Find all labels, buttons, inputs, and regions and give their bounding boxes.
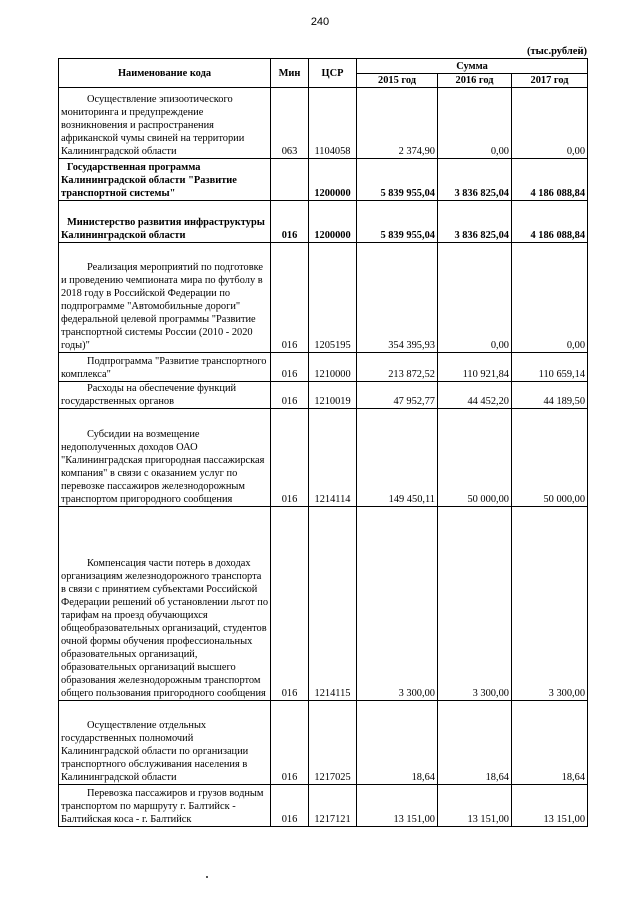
row-min: 016 xyxy=(271,243,309,353)
header-2016: 2016 год xyxy=(438,74,512,88)
row-2016: 50 000,00 xyxy=(438,409,512,507)
row-2017: 3 300,00 xyxy=(512,507,588,701)
row-name: Расходы на обеспечение функций государственных органов xyxy=(59,382,271,409)
row-min: 016 xyxy=(271,409,309,507)
table-row xyxy=(59,507,588,701)
row-csr: 1205195 xyxy=(309,243,357,353)
row-csr: 1214115 xyxy=(309,507,357,701)
header-sum: Сумма xyxy=(357,59,588,74)
row-2017: 110 659,14 xyxy=(512,353,588,382)
table-row xyxy=(59,785,588,827)
table-body xyxy=(59,88,588,827)
row-min: 016 xyxy=(271,701,309,785)
row-min: 016 xyxy=(271,201,309,243)
row-2017: 13 151,00 xyxy=(512,785,588,827)
row-2015: 149 450,11 xyxy=(357,409,438,507)
header-row xyxy=(59,59,588,74)
row-2016: 110 921,84 xyxy=(438,353,512,382)
table-row xyxy=(59,701,588,785)
row-name: Субсидии на возмещение недополученных доходов ОАО "Калининградская пригородная пассажирская компания" в связи с оказанием услуг по перевозке пассажиров железнодорожным транспортом пригородного сообщения xyxy=(59,409,271,507)
row-min: 016 xyxy=(271,507,309,701)
table-row xyxy=(59,88,588,159)
table-row xyxy=(59,353,588,382)
row-name: Компенсация части потерь в доходах организациям железнодорожного транспорта в связи с принятием субъектами Российской Федерации решений об установлении льгот по тарифам на проезд обучающихся общеобразовательных организаций, студентов очной формы обучения профессиональных образовательных организаций, образовательных организаций высшего образования железнодорожным транспортом общего пользования пригородного сообщения xyxy=(59,507,271,701)
row-min: 016 xyxy=(271,785,309,827)
speck xyxy=(206,876,208,878)
row-2016: 3 836 825,04 xyxy=(438,159,512,201)
row-csr: 1200000 xyxy=(309,159,357,201)
row-2017: 0,00 xyxy=(512,88,588,159)
header-min: Мин xyxy=(271,59,309,88)
page-number: 240 xyxy=(310,16,330,28)
row-name: Министерство развития инфраструктуры Калининградской области xyxy=(59,201,271,243)
row-min xyxy=(271,159,309,201)
row-csr: 1217121 xyxy=(309,785,357,827)
row-2016: 18,64 xyxy=(438,701,512,785)
row-min: 016 xyxy=(271,382,309,409)
table-row xyxy=(59,409,588,507)
row-2015: 213 872,52 xyxy=(357,353,438,382)
row-2017: 50 000,00 xyxy=(512,409,588,507)
row-2016: 0,00 xyxy=(438,88,512,159)
header-2015: 2015 год xyxy=(357,74,438,88)
row-2016: 0,00 xyxy=(438,243,512,353)
row-2017: 18,64 xyxy=(512,701,588,785)
units-label: (тыс.рублей) xyxy=(526,46,587,57)
table-row xyxy=(59,159,588,201)
row-2015: 2 374,90 xyxy=(357,88,438,159)
row-name: Подпрограмма "Развитие транспортного комплекса" xyxy=(59,353,271,382)
row-2017: 44 189,50 xyxy=(512,382,588,409)
row-2015: 47 952,77 xyxy=(357,382,438,409)
row-2017: 0,00 xyxy=(512,243,588,353)
row-2016: 13 151,00 xyxy=(438,785,512,827)
row-2017: 4 186 088,84 xyxy=(512,201,588,243)
row-2015: 3 300,00 xyxy=(357,507,438,701)
row-csr: 1217025 xyxy=(309,701,357,785)
row-name: Осуществление эпизоотического мониторинга и предупреждение возникновения и распространения африканской чумы свиней на территории Калининградской области xyxy=(59,88,271,159)
row-2015: 5 839 955,04 xyxy=(357,159,438,201)
row-2015: 13 151,00 xyxy=(357,785,438,827)
row-csr: 1210000 xyxy=(309,353,357,382)
row-2015: 354 395,93 xyxy=(357,243,438,353)
row-min: 016 xyxy=(271,353,309,382)
table-row xyxy=(59,382,588,409)
table-row xyxy=(59,201,588,243)
row-2016: 3 836 825,04 xyxy=(438,201,512,243)
row-csr: 1210019 xyxy=(309,382,357,409)
header-2017: 2017 год xyxy=(512,74,588,88)
row-csr: 1214114 xyxy=(309,409,357,507)
row-2017: 4 186 088,84 xyxy=(512,159,588,201)
row-name: Осуществление отдельных государственных полномочий Калининградской области по организации транспортного обслуживания населения в Калининградской области xyxy=(59,701,271,785)
row-name: Перевозка пассажиров и грузов водным транспортом по маршруту г. Балтийск - Балтийская коса - г. Балтийск xyxy=(59,785,271,827)
header-name: Наименование кода xyxy=(59,59,271,88)
table-row xyxy=(59,243,588,353)
row-2016: 3 300,00 xyxy=(438,507,512,701)
row-2016: 44 452,20 xyxy=(438,382,512,409)
row-2015: 18,64 xyxy=(357,701,438,785)
row-min: 063 xyxy=(271,88,309,159)
budget-table xyxy=(58,58,588,827)
row-2015: 5 839 955,04 xyxy=(357,201,438,243)
row-csr: 1104058 xyxy=(309,88,357,159)
row-name: Реализация мероприятий по подготовке и проведению чемпионата мира по футболу в 2018 году в Российской Федерации по подпрограмме "Автомобильные дороги" федеральной целевой программы "Развитие транспортной системы России (2010 - 2020 годы)" xyxy=(59,243,271,353)
header-csr: ЦСР xyxy=(309,59,357,88)
row-csr: 1200000 xyxy=(309,201,357,243)
row-name: Государственная программа Калининградской области "Развитие транспортной системы" xyxy=(59,159,271,201)
